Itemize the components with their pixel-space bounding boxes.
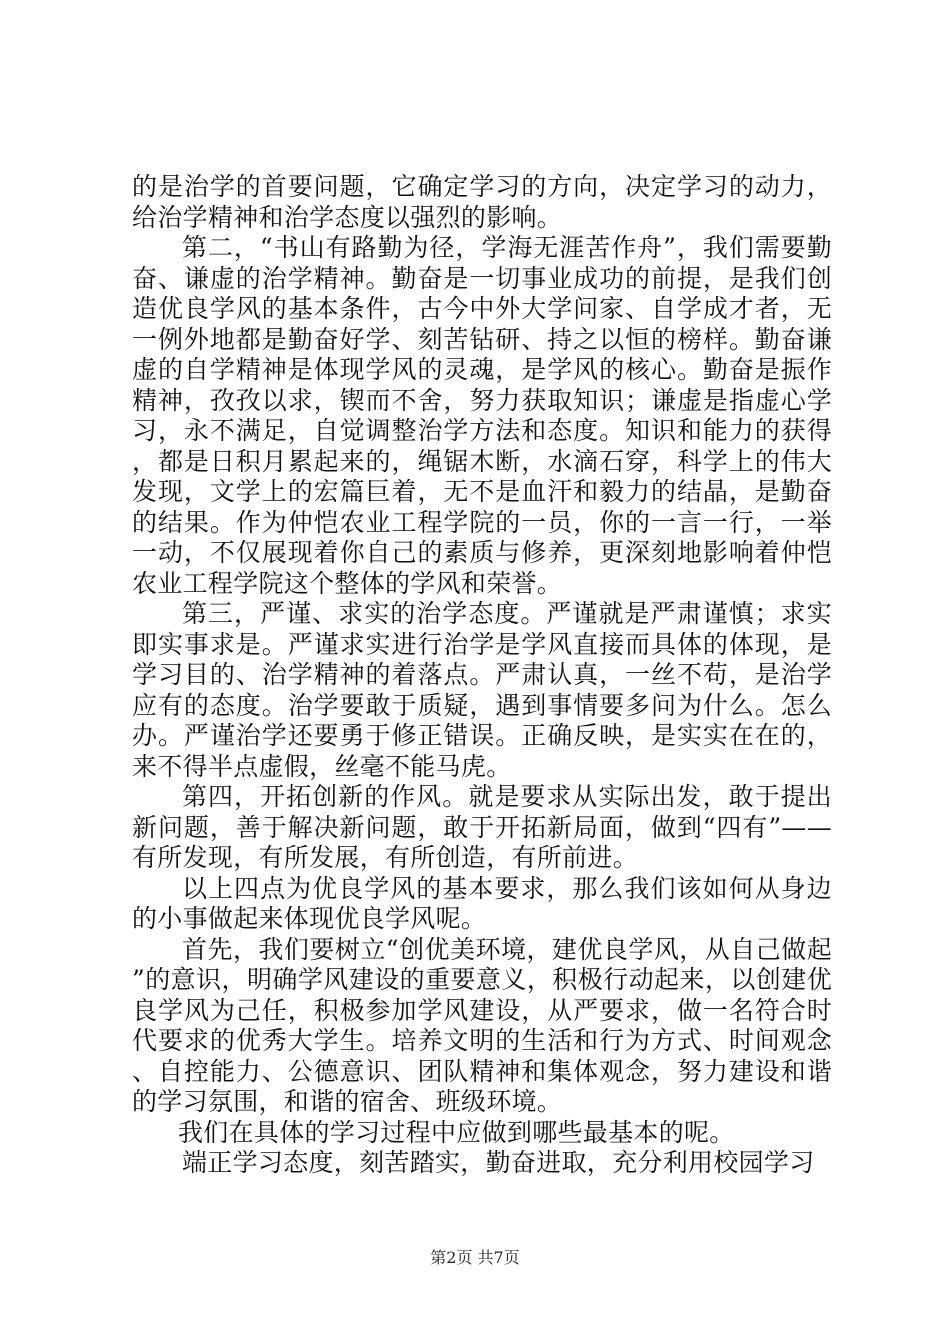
page-number-footer: 第2页 共7页 bbox=[430, 1248, 520, 1267]
paragraph-4: 第四，开拓创新的作风。就是要求从实际出发，敢于提出新问题，善于解决新问题，敢于开拓新局面，做到“四有”——有所发现，有所发展，有所创造，有所前进。 bbox=[132, 782, 832, 872]
paragraph-7: 我们在具体的学习过程中应做到哪些最基本的呢。 bbox=[178, 1117, 735, 1147]
paragraph-2: 第二，“书山有路勤为径，学海无涯苦作舟”，我们需要勤奋、谦虚的治学精神。勤奋是一切事业成功的前提，是我们创造优良学风的基本条件，古今中外大学问家、自学成才者，无一例外地都是勤奋好学、刻苦钻研、持之以恒的榜样。勤奋谦虚的自学精神是体现学风的灵魂，是学风的核心。勤奋是振作精神，孜孜以求，锲而不舍，努力获取知识；谦虚是指虚心学习，永不满足，自觉调整治学方法和态度。知识和能力的获得，都是日积月累起来的，绳锯木断，水滴石穿，科学上的伟大发现，文学上的宏篇巨着，无不是血汗和毅力的结晶，是勤奋的结果。作为仲恺农业工程学院的一员，你的一言一行，一举一动，不仅展现着你自己的素质与修养，更深刻地影响着仲恺农业工程学院这个整体的学风和荣誉。 bbox=[132, 233, 832, 598]
paragraph-1: 的是治学的首要问题，它确定学习的方向，决定学习的动力，给治学精神和治学态度以强烈的影响。 bbox=[132, 172, 832, 232]
paragraph-5: 以上四点为优良学风的基本要求，那么我们该如何从身边的小事做起来体现优良学风呢。 bbox=[132, 873, 832, 933]
paragraph-8: 端正学习态度，刻苦踏实，勤奋进取，充分利用校园学习 bbox=[182, 1148, 815, 1177]
paragraph-3: 第三，严谨、求实的治学态度。严谨就是严肃谨慎；求实即实事求是。严谨求实进行治学是学风直接而具体的体现，是学习目的、治学精神的着落点。严肃认真，一丝不苟，是治学应有的态度。治学要敢于质疑，遇到事情要多问为什么。怎么办。严谨治学还要勇于修正错误。正确反映，是实实在在的，来不得半点虚假，丝毫不能马虎。 bbox=[132, 599, 832, 781]
paragraph-6: 首先，我们要树立“创优美环境，建优良学风，从自己做起”的意识，明确学风建设的重要意义，积极行动起来，以创建优良学风为己任，积极参加学风建设，从严要求，做一名符合时代要求的优秀大学生。培养文明的生活和行为方式、时间观念、自控能力、公德意识、团队精神和集体观念，努力建设和谐的学习氛围，和谐的宿舍、班级环境。 bbox=[132, 934, 832, 1116]
body-text bbox=[132, 172, 832, 1179]
